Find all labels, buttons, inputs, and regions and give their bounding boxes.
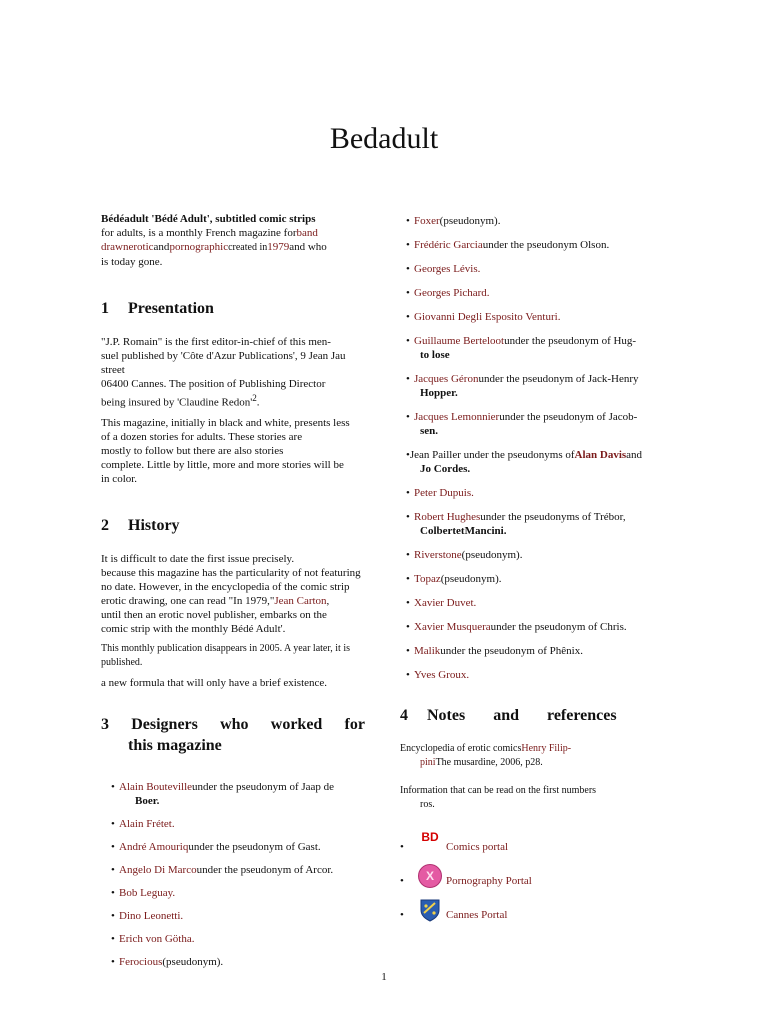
list-item xyxy=(400,486,692,500)
designer-link[interactable]: Xavier Musquera xyxy=(414,621,491,633)
right-column xyxy=(400,214,692,928)
list-item: • Foxer(pseudonym). xyxy=(400,214,692,228)
pornography-icon: X xyxy=(418,864,442,888)
designer-link[interactable]: Erich von Götha. xyxy=(119,932,195,945)
link-henry-filippini[interactable]: Henry Filip- xyxy=(521,743,572,754)
list-item xyxy=(111,817,365,831)
designer-link[interactable]: Giovanni Degli Esposito Venturi. xyxy=(414,311,561,323)
history-paragraph-2: This monthly publication disappears in 2005. A year later, it is published. xyxy=(101,642,351,668)
presentation-paragraph-1: "J.P. Romain" is the first editor-in-chief of this men- suel published by 'Côte d'Azur Publications', 9 Jean Jau street 06400 Cannes. The position of Publishing Director being insured by 'Claudine $Redon'^2$. xyxy=(101,336,346,409)
designer-link[interactable]: Alain Frétet. xyxy=(119,817,175,830)
list-item-pailler: •Jean Pailler under the pseudonyms ofAlan Davisand Jo Cordes. xyxy=(406,449,643,475)
portal-cannes[interactable] xyxy=(400,894,692,922)
intro-line-3: drawneroticandpornographiccreated in1979and who xyxy=(101,241,327,253)
list-item: • Xavier Musqueraunder the pseudonym of Chris. xyxy=(400,620,692,634)
designer-link[interactable]: Riverstone xyxy=(414,549,462,561)
page-number: 1 xyxy=(381,971,387,983)
designer-link[interactable]: Angelo Di Marco xyxy=(119,863,197,876)
section-heading-designers-line-2: this magazine xyxy=(128,736,222,754)
designers-list-continued xyxy=(400,214,692,438)
list-item xyxy=(400,262,692,276)
list-item: • Jacques Géronunder the pseudonym of Jack-Henry Hopper. xyxy=(400,372,692,400)
page-title: Bedadult xyxy=(329,122,439,155)
bullet: • xyxy=(400,909,404,921)
designer-link[interactable]: Frédéric Garcia xyxy=(414,239,483,251)
link-erotic[interactable]: erotic xyxy=(128,241,154,253)
section-heading-notes: 4 Notes and references xyxy=(400,707,617,724)
designer-link[interactable]: Xavier Duvet. xyxy=(414,597,477,609)
bd-icon: BD xyxy=(421,830,439,844)
list-item: • Malikunder the pseudonym of Phênix. xyxy=(400,644,692,658)
note-2: Information that can be read on the first numbers ros. xyxy=(400,785,597,810)
designer-link[interactable]: André Amouriq xyxy=(119,840,189,853)
list-item xyxy=(400,668,692,682)
bullet: • xyxy=(400,875,404,887)
list-item: • Alain Boutevilleunder the pseudonym of Jaap de Boer. xyxy=(111,780,365,808)
list-item: • Topaz(pseudonym). xyxy=(400,572,692,586)
intro-line-2: for adults, is a monthly French magazine forband xyxy=(101,227,318,239)
designer-link[interactable]: Dino Leonetti. xyxy=(119,909,184,922)
designers-list-continued-2 xyxy=(400,486,692,682)
section-heading-presentation: 1 Presentation xyxy=(101,300,214,317)
link-jean-carton[interactable]: Jean Carton xyxy=(274,594,327,607)
portal-link[interactable]: Comics portal xyxy=(446,841,509,853)
list-item: • Jacques Lemonnierunder the pseudonym of Jacob- sen. xyxy=(400,410,692,438)
designer-link[interactable]: Yves Groux. xyxy=(414,669,470,681)
history-paragraph-1: It is difficult to date the first issue precisely. because this magazine has the particularity of not featuring no date. However, in the encyclopedia of the comic strip erotic drawing, one can read "In 1979,"Jean Carton, until then an erotic novel publisher, embarks on the comic strip with the monthly Bédé Adult'. xyxy=(101,552,361,635)
intro-paragraph xyxy=(101,212,365,269)
note-1: Encyclopedia of erotic comicsHenry Filip- piniThe musardine, 2006, p28. xyxy=(400,743,572,768)
left-column xyxy=(101,212,365,978)
designer-link[interactable]: Jacques Géron xyxy=(414,373,479,385)
list-item: • Angelo Di Marcounder the pseudonym of Arcor. xyxy=(111,863,365,877)
designer-link[interactable]: Georges Pichard. xyxy=(414,287,490,299)
intro-line-4: is today gone. xyxy=(101,256,163,268)
cannes-coat-of-arms-icon xyxy=(418,898,442,922)
designer-link[interactable]: Georges Lévis. xyxy=(414,263,481,275)
list-item: • Frédéric Garciaunder the pseudonym Olson. xyxy=(400,238,692,252)
presentation-paragraph-2: This magazine, initially in black and white, presents less of a dozen stories for adults. These stories are mostly to follow but there are also stories complete. Little by little, more and more stories will be in color. xyxy=(101,416,350,485)
designer-link[interactable]: Peter Dupuis. xyxy=(414,487,474,499)
designer-link[interactable]: Guillaume Berteloot xyxy=(414,335,505,347)
portals-list xyxy=(400,826,692,922)
history-paragraph-3: a new formula that will only have a brief existence. xyxy=(101,676,328,689)
intro-lead: Bédéadult 'Bédé Adult', subtitled comic strips xyxy=(101,213,316,225)
list-item xyxy=(111,932,365,946)
portal-comics[interactable] xyxy=(400,826,692,854)
link-drawn[interactable]: drawn xyxy=(101,241,129,253)
link-1979[interactable]: 1979 xyxy=(267,241,290,253)
portal-link[interactable]: Pornography Portal xyxy=(446,875,532,887)
section-heading-designers: 3 Designers who worked for xyxy=(101,715,365,733)
designer-link[interactable]: Bob Leguay. xyxy=(119,886,176,899)
designers-list xyxy=(101,780,365,969)
list-item xyxy=(400,596,692,610)
designer-link[interactable]: Robert Hughes xyxy=(414,511,481,523)
link-band[interactable]: band xyxy=(296,227,318,239)
list-item xyxy=(111,909,365,923)
footnote-ref[interactable]: 2 xyxy=(252,393,257,403)
link-pornographic[interactable]: pornographic xyxy=(169,241,229,253)
designer-link[interactable]: Jacques Lemonnier xyxy=(414,411,500,423)
portal-pornography[interactable] xyxy=(400,860,692,888)
link-henry-filippini-cont[interactable]: pini xyxy=(420,757,436,768)
designer-link[interactable]: Topaz xyxy=(414,573,441,585)
list-item: • Robert Hughesunder the pseudonyms of Trébor, ColbertetMancini. xyxy=(400,510,692,538)
list-item: • Guillaume Bertelootunder the pseudonym of Hug- to lose xyxy=(400,334,692,362)
designer-link[interactable]: Foxer xyxy=(414,215,440,227)
list-item: • Riverstone(pseudonym). xyxy=(400,548,692,562)
designer-link[interactable]: Ferocious xyxy=(119,955,163,968)
list-item: • Ferocious(pseudonym). xyxy=(111,955,365,969)
list-item xyxy=(400,286,692,300)
list-item: • André Amouriqunder the pseudonym of Gast. xyxy=(111,840,365,854)
section-heading-history: 2 History xyxy=(101,516,180,534)
designer-link[interactable]: Alain Bouteville xyxy=(119,780,193,793)
portal-link[interactable]: Cannes Portal xyxy=(446,909,508,921)
list-item xyxy=(111,886,365,900)
designer-link[interactable]: Malik xyxy=(414,645,441,657)
link-alan-davis[interactable]: Alan Davis xyxy=(574,449,627,461)
bullet: • xyxy=(400,841,404,853)
list-item xyxy=(400,310,692,324)
